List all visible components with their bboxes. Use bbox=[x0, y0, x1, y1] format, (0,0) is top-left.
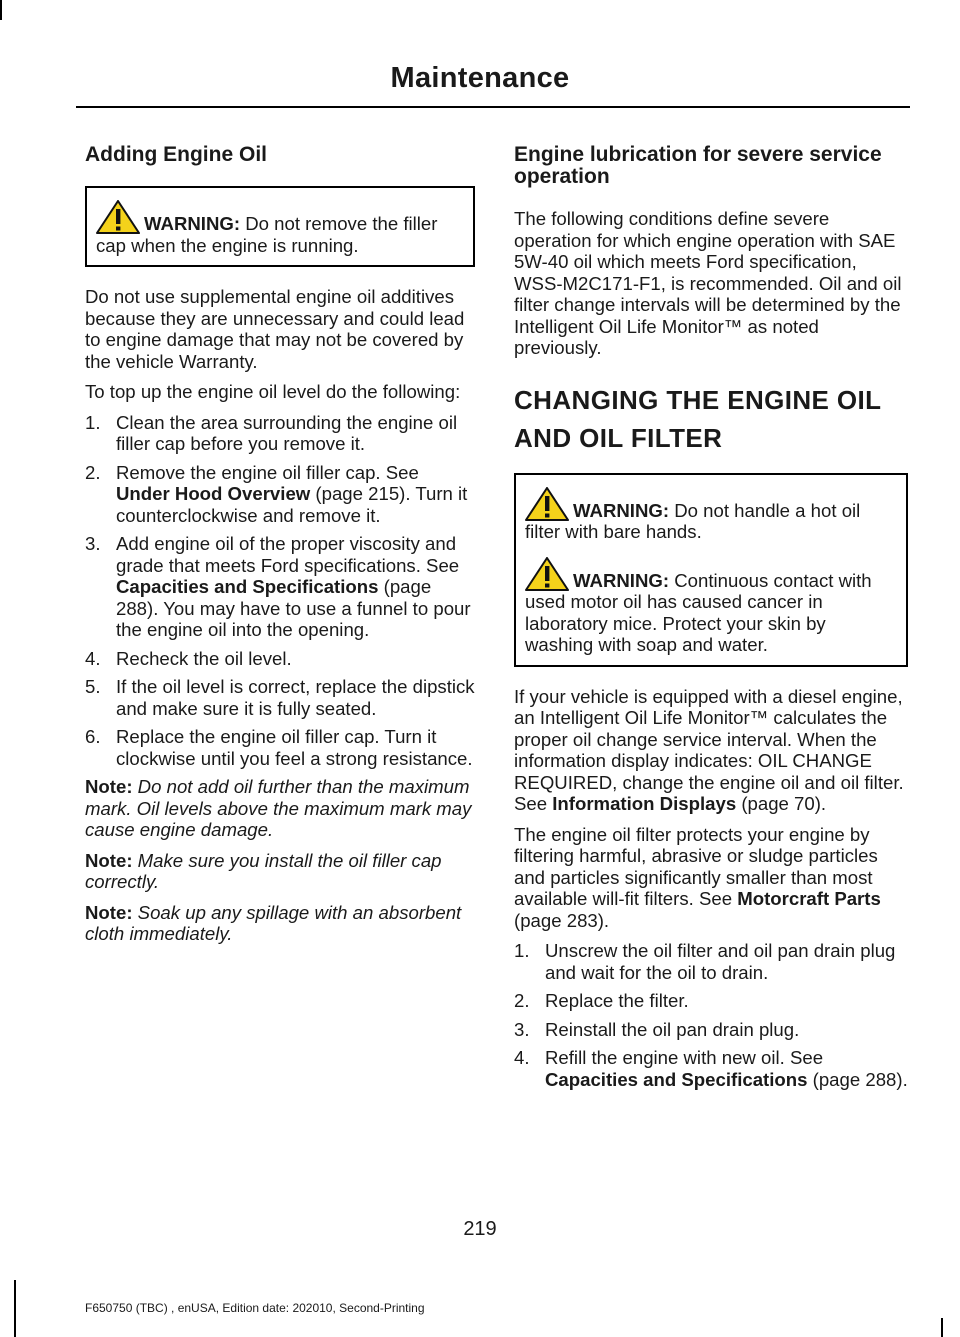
note-text: Soak up any spillage with an absorbent cloth immediately. bbox=[85, 901, 462, 944]
crop-mark-bottom-left bbox=[14, 1280, 16, 1337]
edition-footer: F650750 (TBC) , enUSA, Edition date: 202010, Second-Printing bbox=[85, 1301, 425, 1315]
step-number: 3. bbox=[85, 533, 101, 554]
step-text: Add engine oil of the proper viscosity and grade that meets Ford specifications. See bbox=[116, 533, 460, 576]
step-text: Replace the engine oil filler cap. Turn it clockwise until you feel a strong resistance. bbox=[116, 726, 473, 769]
warning-item bbox=[525, 557, 898, 656]
warning-triangle-icon bbox=[525, 557, 569, 591]
warning-item bbox=[525, 487, 898, 543]
warning-box bbox=[514, 473, 908, 667]
oil-filter-paragraph bbox=[514, 824, 908, 932]
severe-service-paragraph: The following conditions define severe operation for which engine operation with SAE 5W-40 oil which meets Ford specification, WSS-M2C171-F1, is recommended. Oil and oil filter change intervals will be determined by the Intelligent Oil Life Monitor™ as noted previously. bbox=[514, 208, 902, 358]
list-item bbox=[514, 1047, 908, 1090]
page-title: Maintenance bbox=[390, 62, 570, 94]
list-item bbox=[85, 676, 475, 719]
additives-paragraph: Do not use supplemental engine oil additives because they are unnecessary and could lead to engine damage that may not be covered by the vehicle Warranty. bbox=[85, 286, 465, 372]
warning-label: WARNING: bbox=[573, 499, 670, 521]
paragraph-text: (page 283). bbox=[514, 909, 610, 931]
paragraph-text: The engine oil filter protects your engine by filtering harmful, abrasive or sludge particles and particles significantly smaller than most available will-fit filters. See bbox=[514, 823, 878, 909]
warning-text: Continuous contact with used motor oil has caused cancer in laboratory mice. Protect your skin by washing with soap and water. bbox=[525, 569, 872, 655]
step-text: Refill the engine with new oil. See bbox=[545, 1047, 824, 1068]
step-text: Recheck the oil level. bbox=[116, 647, 292, 669]
note-text: Make sure you install the oil filler cap correctly. bbox=[85, 849, 442, 892]
header-divider bbox=[76, 106, 910, 108]
right-column bbox=[514, 144, 908, 1097]
information-displays-link[interactable]: Information Displays bbox=[552, 793, 737, 814]
note-label: Note: bbox=[85, 901, 133, 923]
step-text: (page 288). You may have to use a funnel to pour the engine oil into the opening. bbox=[116, 576, 471, 640]
warning-triangle-icon bbox=[96, 200, 140, 234]
step-number: 1. bbox=[514, 940, 530, 961]
note bbox=[85, 776, 475, 841]
adding-engine-oil-heading: Adding Engine Oil bbox=[85, 143, 267, 166]
step-number: 3. bbox=[514, 1018, 530, 1040]
note-label: Note: bbox=[85, 776, 133, 797]
capacities-specifications-link[interactable]: Capacities and Specifications bbox=[116, 576, 379, 597]
step-number: 2. bbox=[514, 990, 530, 1011]
step-text: If the oil level is correct, replace the dipstick and make sure it is fully seated. bbox=[116, 676, 475, 719]
crop-mark-top-left bbox=[0, 0, 2, 20]
warning-box bbox=[85, 186, 475, 267]
warning-label: WARNING: bbox=[144, 213, 241, 234]
note bbox=[85, 850, 475, 893]
list-item bbox=[85, 462, 475, 527]
step-number: 4. bbox=[85, 647, 101, 669]
list-item bbox=[514, 940, 908, 983]
note-text: Do not add oil further than the maximum mark. Oil levels above the maximum mark may cause engine damage. bbox=[85, 776, 472, 840]
list-item bbox=[85, 412, 475, 455]
top-up-intro: To top up the engine oil level do the following: bbox=[85, 381, 461, 402]
step-number: 1. bbox=[85, 411, 101, 433]
step-number: 2. bbox=[85, 461, 101, 483]
section-heading bbox=[514, 381, 908, 457]
under-hood-overview-link[interactable]: Under Hood Overview bbox=[116, 483, 311, 504]
note-label: Note: bbox=[85, 849, 133, 871]
list-item bbox=[85, 533, 475, 641]
step-text: Replace the filter. bbox=[545, 990, 689, 1011]
left-column bbox=[85, 144, 475, 954]
warning-label: WARNING: bbox=[573, 569, 670, 591]
step-text: Clean the area surrounding the engine oil filler cap before you remove it. bbox=[116, 411, 458, 454]
warning-triangle-icon bbox=[525, 487, 569, 521]
warning-text: Do not handle a hot oil filter with bare hands. bbox=[525, 499, 861, 542]
step-text: (page 288). bbox=[807, 1068, 908, 1090]
step-number: 4. bbox=[514, 1047, 530, 1068]
list-item bbox=[514, 990, 908, 1012]
step-text: Unscrew the oil filter and oil pan drain plug and wait for the oil to drain. bbox=[545, 940, 896, 983]
step-text: Remove the engine oil filler cap. See bbox=[116, 461, 419, 483]
top-up-steps bbox=[85, 412, 475, 770]
section-heading-line: CHANGING THE ENGINE OIL bbox=[514, 384, 882, 415]
crop-mark-bottom-right bbox=[941, 1318, 943, 1337]
list-item bbox=[514, 1019, 908, 1041]
note bbox=[85, 902, 475, 945]
section-heading-line: AND OIL FILTER bbox=[514, 422, 723, 453]
capacities-specifications-link[interactable]: Capacities and Specifications bbox=[545, 1068, 808, 1090]
step-number: 5. bbox=[85, 676, 101, 697]
list-item bbox=[85, 726, 475, 769]
oil-life-monitor-paragraph bbox=[514, 686, 908, 815]
severe-service-heading: Engine lubrication for severe service operation bbox=[514, 143, 882, 188]
motorcraft-parts-link[interactable]: Motorcraft Parts bbox=[737, 888, 881, 909]
paragraph-text: If your vehicle is equipped with a diesel engine, an Intelligent Oil Life Monitor™ calculates the proper oil change service interval. When the information display indicates: OIL CHANGE REQUIRED, change the engine oil and oil filter. See bbox=[514, 685, 904, 814]
page-number: 219 bbox=[463, 1218, 497, 1240]
oil-change-steps bbox=[514, 940, 908, 1090]
warning-item bbox=[96, 200, 465, 256]
warning-text: Do not remove the filler cap when the engine is running. bbox=[96, 213, 438, 256]
step-number: 6. bbox=[85, 726, 101, 747]
step-text: (page 215). Turn it counterclockwise and remove it. bbox=[116, 483, 468, 526]
list-item bbox=[85, 648, 475, 670]
paragraph-text: (page 70). bbox=[736, 793, 827, 814]
step-text: Reinstall the oil pan drain plug. bbox=[545, 1018, 800, 1040]
